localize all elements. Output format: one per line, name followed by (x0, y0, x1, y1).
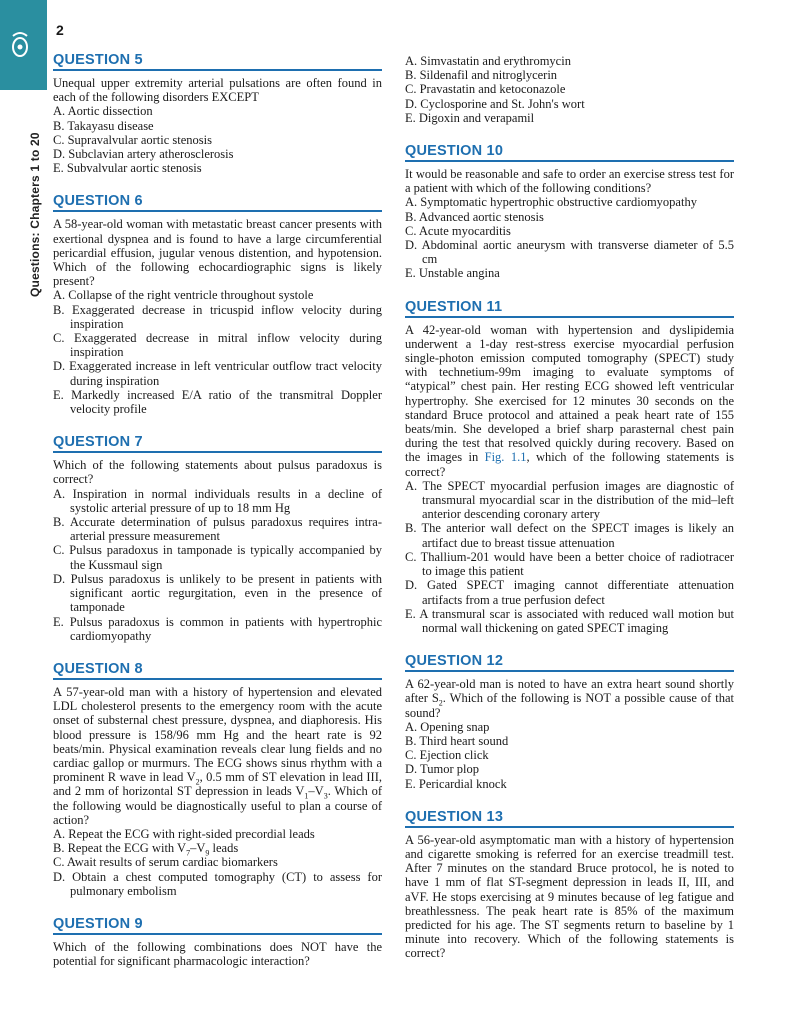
subscript: 2 (195, 777, 200, 787)
answer-option: E. Digoxin and verapamil (405, 110, 535, 125)
stem-text: –V (308, 784, 324, 799)
answer-option: A. Simvastatin and erythromycin (405, 54, 571, 68)
question-title: QUESTION 13 (405, 809, 734, 828)
answer-options (405, 720, 734, 791)
answer-options (53, 104, 382, 175)
answer-option: C. Ejection click (405, 748, 489, 763)
answer-option: D. Subclavian artery atherosclerosis (53, 147, 234, 162)
stem-text: , 0.5 mm of ST elevation in lead III, and 2 mm of horizontal ST depression in leads V (53, 770, 382, 799)
option-text: –V (190, 841, 206, 856)
answer-options (405, 195, 734, 280)
answer-option: A. Inspiration in normal individuals results in a decline of systolic arterial pressure of up to 18 mm Hg (53, 486, 382, 515)
publisher-logo-icon (9, 30, 31, 60)
answer-option: D. Gated SPECT imaging cannot differentiate attenuation artifacts from a true perfusion defect (405, 578, 734, 607)
answer-options (53, 827, 382, 898)
answer-option: D. Obtain a chest computed tomography (CT) to assess for pulmonary embolism (53, 869, 382, 898)
question-stem (405, 323, 734, 479)
answer-option: A. Symptomatic hypertrophic obstructive cardiomyopathy (405, 195, 697, 210)
answer-options (53, 288, 382, 416)
answer-option: B. Third heart sound (405, 733, 509, 748)
subscript: 1 (304, 791, 309, 801)
question-title: QUESTION 11 (405, 299, 734, 318)
subscript: 7 (186, 848, 191, 858)
answer-option: C. Acute myocarditis (405, 223, 511, 238)
question-10 (405, 143, 734, 281)
question-6 (53, 193, 382, 416)
answer-option (53, 841, 382, 858)
figure-reference-link[interactable]: Fig. 1.1 (484, 450, 527, 465)
answer-option: E. Unstable angina (405, 266, 500, 281)
answer-option: B. The anterior wall defect on the SPECT images is likely an artifact due to breast tissue attenuation (405, 521, 734, 550)
answer-option: E. Subvalvular aortic stenosis (53, 161, 202, 176)
stem-text: A 62-year-old man is noted to have an extra heart sound shortly after S (405, 677, 734, 706)
answer-options (405, 479, 734, 635)
answer-option: C. Await results of serum cardiac biomarkers (53, 855, 278, 870)
subscript: 2 (438, 698, 443, 708)
question-title: QUESTION 12 (405, 653, 734, 672)
question-7 (53, 434, 382, 643)
answer-option: D. Cyclosporine and St. John's wort (405, 96, 585, 111)
question-title: QUESTION 10 (405, 143, 734, 162)
stem-text: A 57-year-old man with a history of hypertension and elevated LDL cholesterol presents to the emergency room with the acute onset of substernal chest pressure, dyspnea, and diaphoresis. His blood pressure is 158/96 mm Hg and the heart rate is 92 beats/min. Physical examination reveals clear lung fields and no cardiac gallop or murmurs. The ECG shows sinus rhythm with a prominent R wave in lead V (53, 684, 382, 785)
answer-option: A. Repeat the ECG with right-sided precordial leads (53, 826, 315, 841)
stem-text: . Which of the following would be diagnostically useful to plan a course of action? (53, 784, 382, 827)
chapter-side-label-text: Questions: Chapters 1 to 20 (28, 132, 42, 297)
answer-option: B. Sildenafil and nitroglycerin (405, 68, 558, 83)
answer-option: C. Pulsus paradoxus in tamponade is typically accompanied by the Kussmaul sign (53, 543, 382, 572)
answer-option: D. Abdominal aortic aneurysm with transverse diameter of 5.5 cm (405, 238, 734, 267)
stem-text: , which of the following statements is correct? (405, 450, 734, 479)
question-8 (53, 661, 382, 898)
question-title: QUESTION 6 (53, 193, 382, 212)
question-title: QUESTION 7 (53, 434, 382, 453)
question-11 (405, 299, 734, 635)
option-text: B. Repeat the ECG with V (53, 841, 187, 856)
answer-options (53, 487, 382, 643)
question-stem: Which of the following combinations does NOT have the potential for significant pharmacologic interaction? (53, 939, 382, 969)
answer-option: C. Pravastatin and ketoconazole (405, 82, 566, 97)
answer-option: D. Tumor plop (405, 762, 479, 777)
question-title: QUESTION 5 (53, 52, 382, 71)
answer-option: B. Accurate determination of pulsus paradoxus requires intra-arterial pressure measurement (53, 515, 382, 544)
answer-option: A. Opening snap (405, 719, 490, 734)
question-stem: A 58-year-old woman with metastatic breast cancer presents with exertional dyspnea and is found to have a large circumferential pericardial effusion, jugular venous distention, and hypotension. Which of the following echocardiographic signs is likely present? (53, 217, 382, 289)
question-5 (53, 52, 382, 175)
answer-option: D. Pulsus paradoxus is unlikely to be present in patients with significant aortic regurgitation, even in the presence of tamponade (53, 571, 382, 615)
answer-option: D. Exaggerated increase in left ventricular outflow tract velocity during inspiration (53, 359, 382, 388)
question-stem: A 56-year-old asymptomatic man with a history of hypertension and cigarette smoking is referred for an exercise treadmill test. After 7 minutes on the standard Bruce protocol, he is noted to have 1 mm of flat ST-segment depression in leads II, III, and aVF. He stops exercising at 9 minutes because of leg fatigue and breathlessness. The peak heart rate is 85% of the maximum predicted for his age. The ST segments return to baseline by 1 minute into recovery. Which of the following statements is correct? (405, 832, 734, 961)
question-stem: Which of the following statements about pulsus paradoxus is correct? (53, 458, 382, 487)
subscript: 3 (323, 791, 328, 801)
question-title: QUESTION 9 (53, 916, 382, 935)
question-13 (405, 809, 734, 961)
question-stem: Unequal upper extremity arterial pulsations are often found in each of the following disorders EXCEPT (53, 76, 382, 105)
subscript: 9 (205, 848, 210, 858)
answer-option: C. Supravalvular aortic stenosis (53, 132, 212, 147)
answer-option: A. The SPECT myocardial perfusion images are diagnostic of transmural myocardial scar in the distribution of the mid–left anterior descending coronary artery (405, 478, 734, 522)
question-stem (53, 685, 382, 827)
answer-option: B. Takayasu disease (53, 118, 154, 133)
answer-option: B. Advanced aortic stenosis (405, 209, 544, 224)
left-column (53, 52, 382, 986)
answer-option: B. Exaggerated decrease in tricuspid inflow velocity during inspiration (53, 302, 382, 331)
answer-option: C. Exaggerated decrease in mitral inflow velocity during inspiration (53, 331, 382, 360)
answer-option: E. A transmural scar is associated with reduced wall motion but normal wall thickening on gated SPECT imaging (405, 606, 734, 635)
answer-option: A. Collapse of the right ventricle throughout systole (53, 288, 314, 303)
right-column (405, 54, 734, 979)
stem-text: . Which of the following is NOT a possible cause of that sound? (405, 691, 734, 720)
answer-option: A. Aortic dissection (53, 104, 153, 119)
answer-option: E. Pericardial knock (405, 776, 507, 791)
question-9-options (405, 54, 734, 125)
option-text: leads (209, 841, 239, 856)
answer-option: C. Thallium-201 would have been a better choice of radiotracer to image this patient (405, 549, 734, 579)
question-title: QUESTION 8 (53, 661, 382, 680)
question-9 (53, 916, 382, 968)
page-number: 2 (56, 22, 64, 38)
stem-text: A 42-year-old woman with hypertension and dyslipidemia underwent a 1-day rest-stress exercise myocardial perfusion single-photon emission computed tomography (SPECT) study with technetium-99m imaging to evaluate symptoms of “atypical” chest pain. Her resting ECG showed left ventricular hypertrophy. She exercised for 12 minutes 30 seconds on the standard Bruce protocol and attained a peak heart rate of 155 beats/min. She developed a brief sharp parasternal chest pain during the test that resolved quickly during recovery. Based on the images in (405, 322, 734, 465)
answer-option: E. Pulsus paradoxus is common in patients with hypertrophic cardiomyopathy (53, 614, 382, 643)
question-stem: It would be reasonable and safe to order an exercise stress test for a patient with which of the following conditions? (405, 167, 734, 196)
answer-option: E. Markedly increased E/A ratio of the transmitral Doppler velocity profile (53, 387, 382, 417)
answer-options (405, 54, 734, 125)
question-stem (405, 677, 734, 720)
question-12 (405, 653, 734, 791)
